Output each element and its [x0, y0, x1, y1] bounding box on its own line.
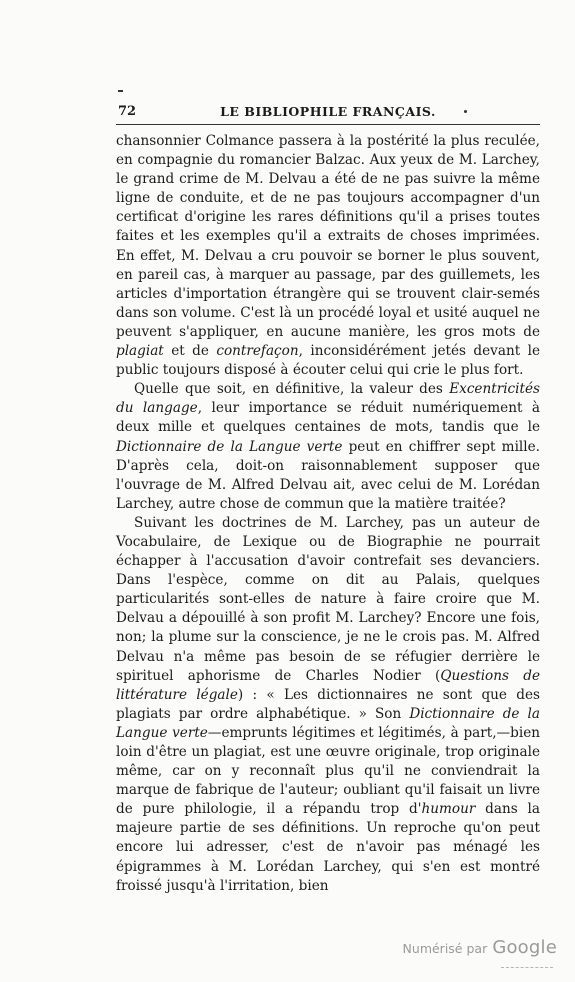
italic-text: contrefaçon	[216, 343, 299, 360]
print-speck	[464, 110, 467, 113]
italic-text: Excentricités du langage	[116, 381, 540, 417]
text-run: Quelle que soit, en définitive, la valeur des	[134, 381, 450, 398]
text-run: dans la majeure partie de ses définitions. Un reproche qu'on peut encore lui adresser, c'est de n'avoir pas ménagé les épigrammes à M. Lorédan Larchey, qui s'en est montré froissé jusqu'à l'irritation, bien	[116, 801, 540, 894]
digitized-label: Numérisé par	[402, 941, 488, 956]
page-number: 72	[118, 104, 137, 119]
paragraph-2	[116, 380, 540, 514]
text-run: et de	[163, 343, 217, 360]
italic-text: Dictionnaire de la Langue verte	[116, 705, 540, 741]
italic-text: plagiat	[116, 343, 164, 360]
margin-mark	[118, 90, 123, 92]
text-run: —emprunts légitimes et légitimés, à part,—bien loin d'être un plagiat, est une œuvre originale, trop originale même, car on y reconnaît plus qu'il ne conviendrait la marque de fabrique de l'auteur; oubliant qu'il faisait un livre de pure philologie, il a répandu trop d'	[116, 724, 540, 818]
paragraph-1	[116, 132, 540, 380]
text-run: peut en chiffrer sept mille. D'après cela, doit-on raisonnablement supposer que l'ouvrage de M. Alfred Delvau ait, avec celui de M. Lorédan Larchey, autre chose de commun que la matière traitée?	[116, 438, 540, 512]
header-rule	[116, 124, 540, 125]
google-logo: Google	[492, 937, 557, 958]
italic-text: humour	[421, 801, 476, 818]
text-run: chansonnier Colmance passera à la postérité la plus reculée, en compagnie du romancier Balzac. Aux yeux de M. Larchey, le grand crime de M. Delvau a été de ne pas suivre la même ligne de conduite, et de ne pas toujours accompagner d'un certificat d'origine les rares définitions qu'il a prises toutes faites et les exemples qu'il a extraits de choses imprimées. En effet, M. Delvau a cru pouvoir se borner le plus souvent, en pareil cas, à marquer au passage, par des guillemets, les articles d'importation étrangère qui se trouvent clair-semés dans son volume. C'est là un procédé loyal et usité auquel ne peuvent s'appliquer, en aucune manière, les gros mots de	[116, 133, 540, 340]
text-run: , inconsidérément jetés devant le public toujours disposé à écouter celui qui crie le plus fort.	[116, 343, 540, 379]
scan-artifact	[501, 967, 553, 969]
page-body	[116, 132, 540, 896]
text-run: , leur importance se réduit numériquement à deux mille et quelques centaines de mots, tandis que le	[116, 400, 540, 436]
paragraph-3	[116, 514, 540, 896]
text-run: Suivant les doctrines de M. Larchey, pas un auteur de Vocabulaire, de Lexique ou de Biographie ne pourrait échapper à l'accusation d'avoir contrefait ses devanciers. Dans l'espèce, comme on dit au Palais, quelques particularités sont-elles de nature à faire croire que M. Delvau a dépouillé à son profit M. Larchey? Encore une fois, non; la plume sur la conscience, je ne le crois pas. M. Alfred Delvau n'a même pas besoin de se réfugier derrière le spirituel aphorisme de Charles Nodier (	[116, 514, 540, 684]
page-header	[116, 100, 540, 122]
text-run: ) : « Les dictionnaires ne sont que des plagiats par ordre alphabétique. » Son	[116, 686, 540, 722]
italic-text: Dictionnaire de la Langue verte	[116, 438, 343, 455]
italic-text: Questions de littérature légale	[116, 667, 540, 703]
running-title: LE BIBLIOPHILE FRANÇAIS.	[220, 104, 436, 119]
digitization-watermark	[403, 937, 557, 958]
